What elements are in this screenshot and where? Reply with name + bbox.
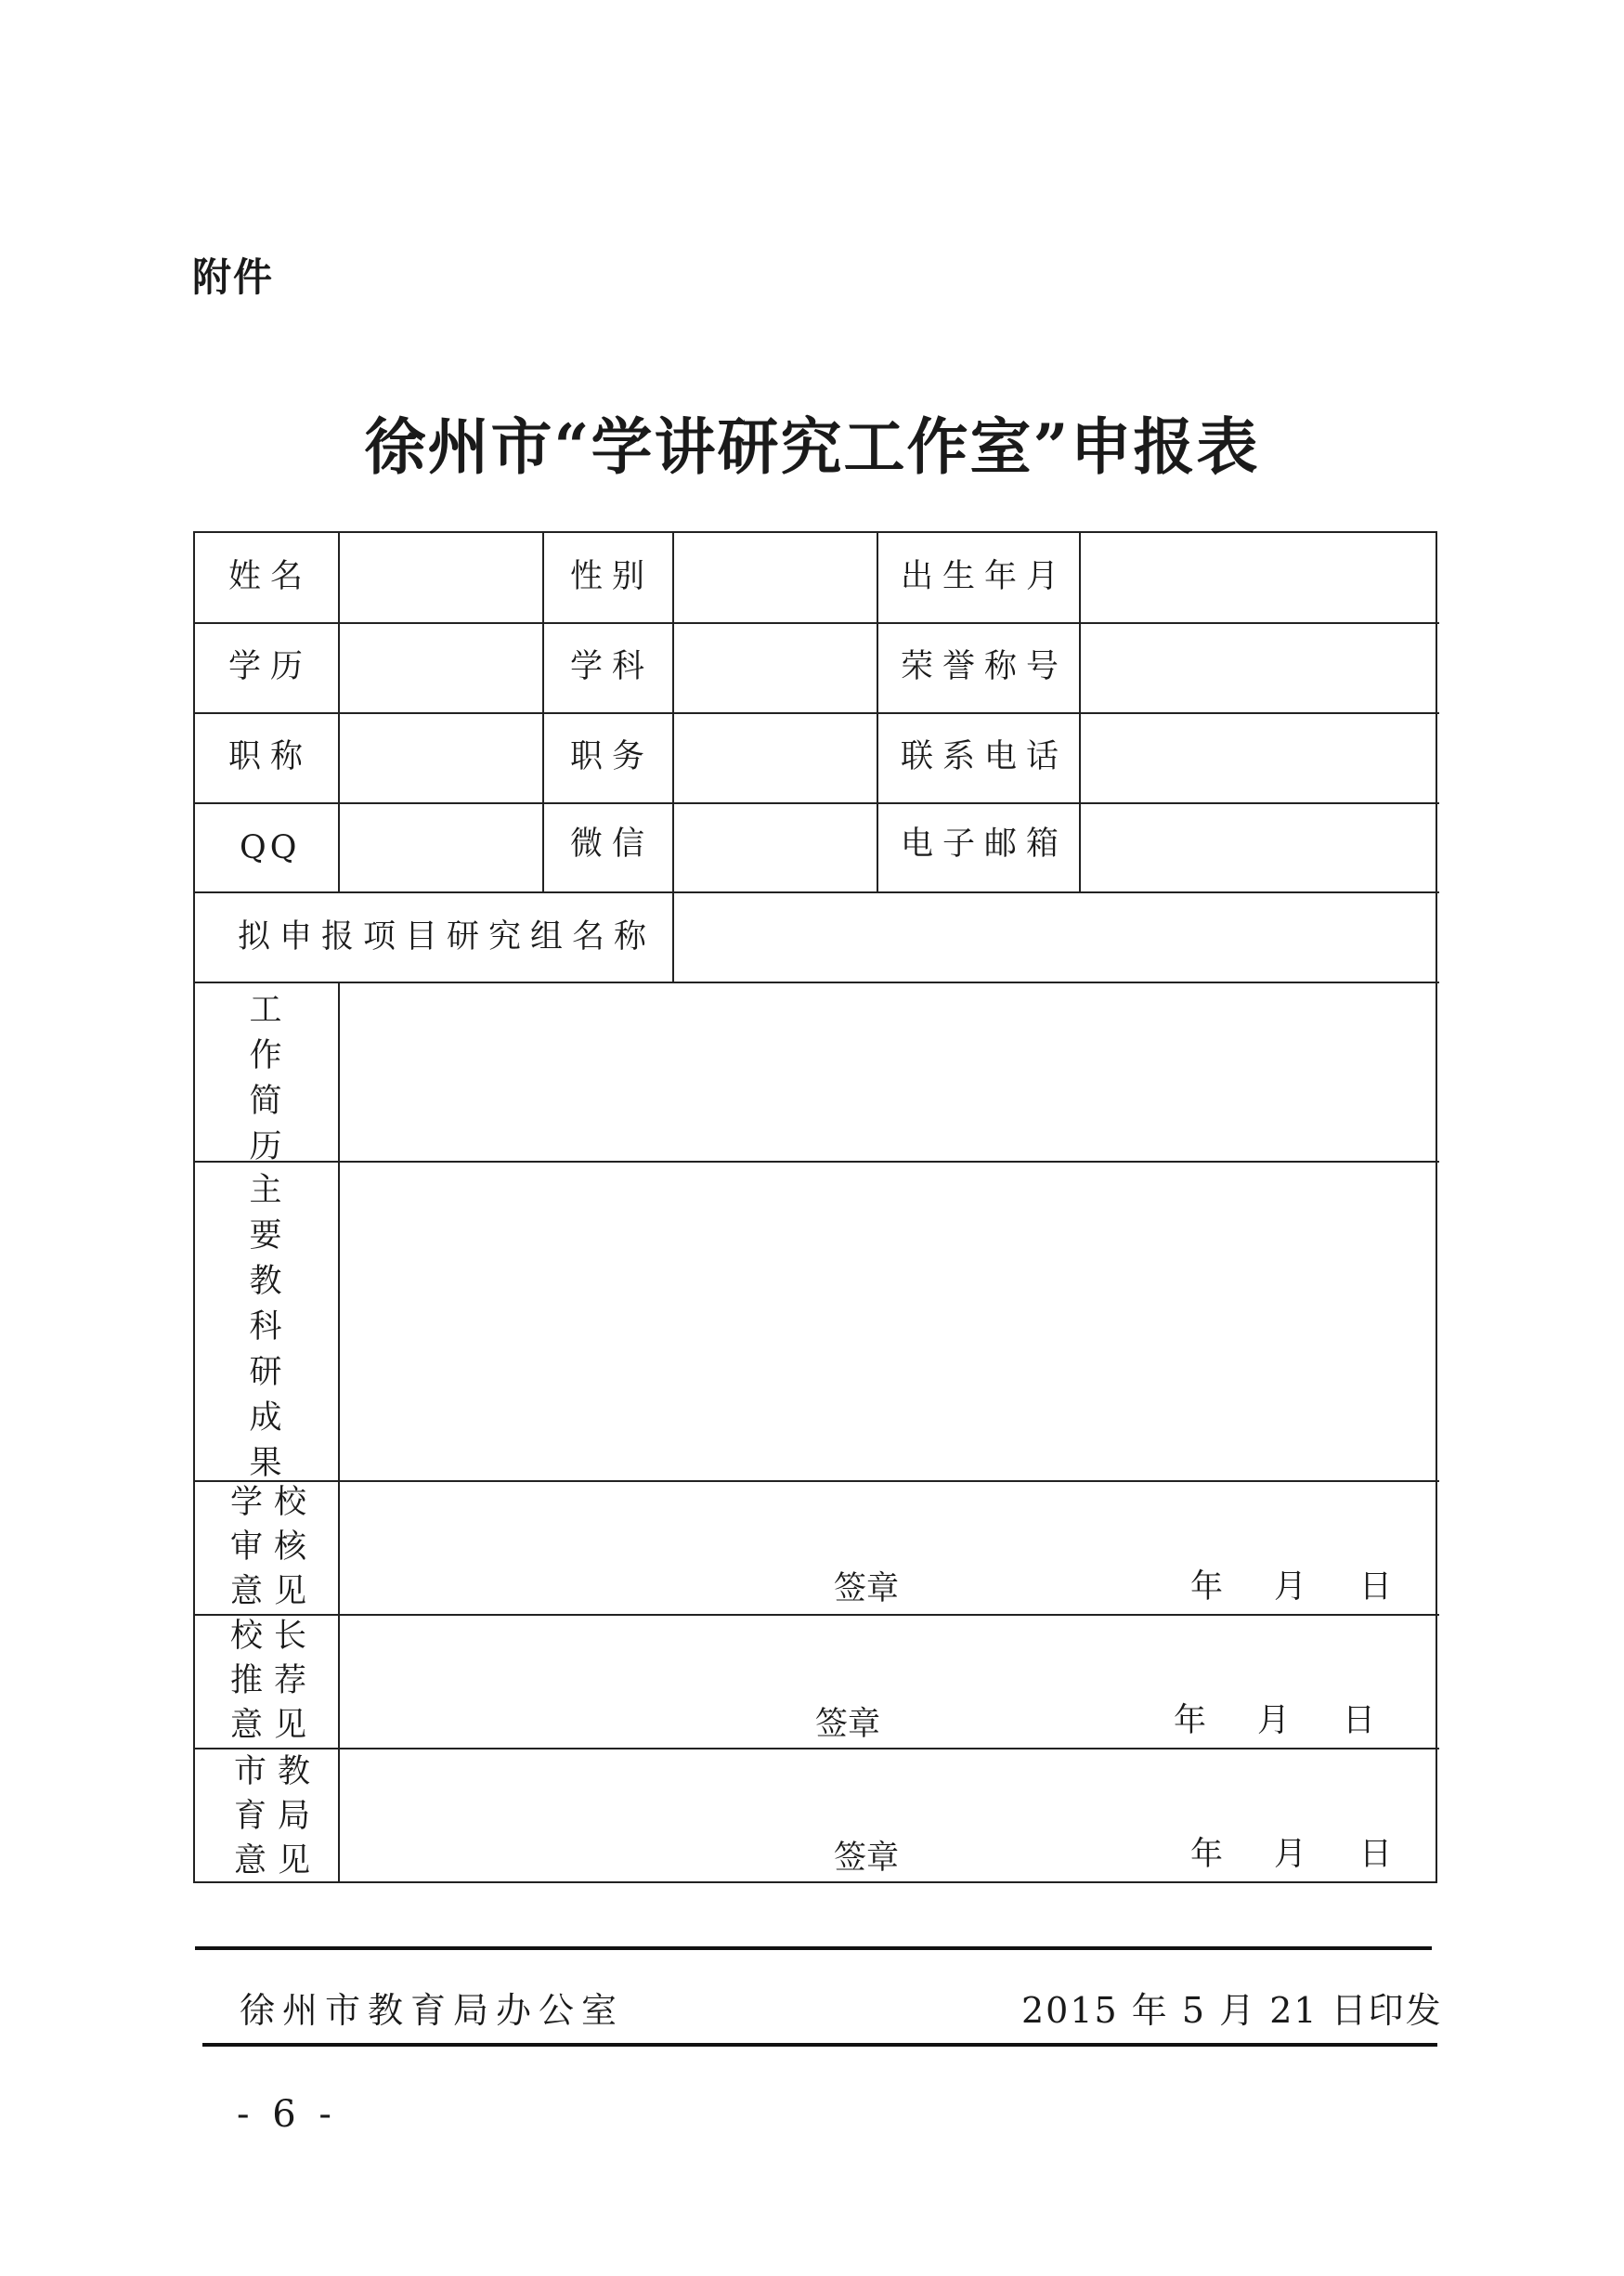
attachment-label: 附件 <box>192 254 275 300</box>
label-research-achievements: 主要教科研成果 <box>249 1172 282 1482</box>
row-divider <box>195 622 1439 624</box>
bureau-day-label: 日 <box>1359 1836 1393 1873</box>
principal-year-label: 年 <box>1174 1702 1207 1739</box>
school-day-label: 日 <box>1359 1568 1393 1606</box>
label-qq: QQ <box>240 829 301 866</box>
column-divider <box>338 533 340 891</box>
label-birth-date: 出生年月 <box>901 558 1069 595</box>
row-divider <box>195 891 1439 893</box>
application-form-table <box>193 531 1437 1883</box>
column-divider <box>542 533 544 891</box>
row-divider <box>195 1480 1439 1482</box>
page-number: - 6 - <box>237 2093 337 2136</box>
principal-day-label: 日 <box>1343 1702 1376 1739</box>
issue-date: 2015 年 5 月 21 日印发 <box>1021 1990 1443 2031</box>
label-education: 学历 <box>228 648 313 685</box>
label-name: 姓名 <box>228 558 313 595</box>
row-divider <box>195 1161 1439 1163</box>
issuing-office: 徐州市教育局办公室 <box>240 1990 625 2031</box>
row-divider <box>195 712 1439 714</box>
bureau-signature-label: 签章 <box>834 1840 900 1877</box>
label-honor-title: 荣誉称号 <box>901 648 1069 685</box>
row-divider <box>195 802 1439 804</box>
school-signature-label: 签章 <box>834 1570 900 1607</box>
label-gender: 性别 <box>570 558 655 595</box>
column-divider <box>338 982 340 1883</box>
row-divider <box>195 982 1439 983</box>
label-school-review: 学校 审核 意见 <box>230 1484 318 1610</box>
school-month-label: 月 <box>1274 1568 1307 1606</box>
bureau-month-label: 月 <box>1274 1836 1307 1873</box>
label-project-group-name: 拟申报项目研究组名称 <box>238 918 656 956</box>
principal-month-label: 月 <box>1257 1702 1291 1739</box>
label-professional-title: 职称 <box>228 738 313 775</box>
label-wechat: 微信 <box>570 826 655 863</box>
column-divider <box>877 533 878 891</box>
label-bureau-review: 市教 育局 意见 <box>234 1753 322 1879</box>
form-title: 徐州市“学讲研究工作室”申报表 <box>364 410 1260 483</box>
school-year-label: 年 <box>1190 1568 1224 1606</box>
principal-signature-label: 签章 <box>815 1706 881 1743</box>
label-subject: 学科 <box>570 648 655 685</box>
label-phone: 联系电话 <box>901 738 1069 775</box>
column-divider <box>672 533 674 982</box>
column-divider <box>1079 533 1081 891</box>
footer-bottom-rule <box>202 2043 1437 2047</box>
row-divider <box>195 1748 1439 1749</box>
label-principal-review: 校长 推荐 意见 <box>230 1618 318 1744</box>
label-work-resume: 工作简历 <box>249 992 282 1165</box>
bureau-year-label: 年 <box>1190 1836 1224 1873</box>
footer-top-rule <box>195 1946 1432 1950</box>
label-position: 职务 <box>570 738 655 775</box>
label-email: 电子邮箱 <box>901 826 1069 863</box>
row-divider <box>195 1614 1439 1616</box>
